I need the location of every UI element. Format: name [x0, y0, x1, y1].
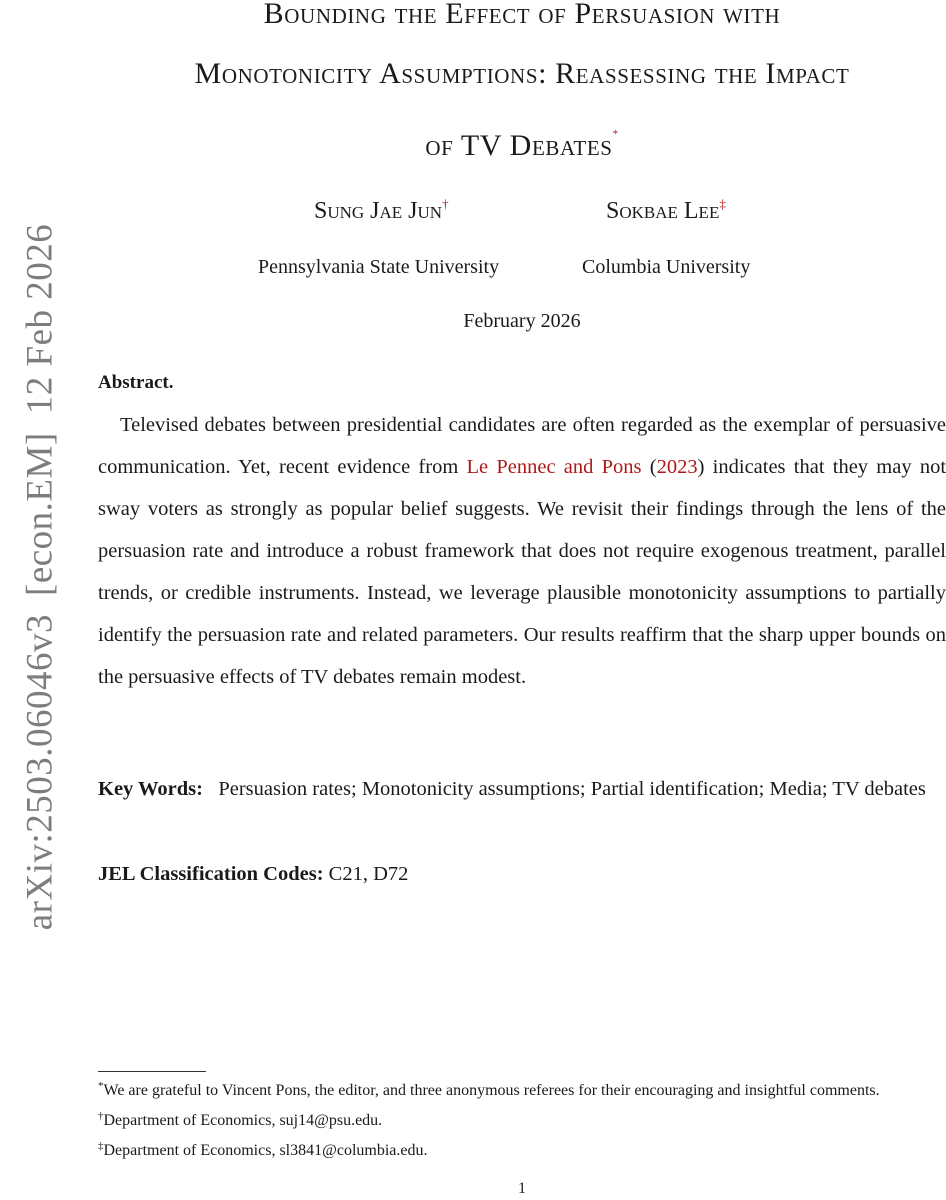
author-2	[606, 196, 726, 225]
abstract-text	[98, 404, 946, 698]
author-1-mark[interactable]: †	[442, 196, 449, 211]
abstract-part-2: indicates that they may not sway voters as strongly as popular belief suggests. We revisit their findings through the lens of the persuasion rate and introduce a robust framework that does not require exogenous treatment, parallel trends, or credible instruments. Instead, we leverage plausible monotonicity assumptions to partially identify the persuasion rate and related parameters. Our results reaffirm that the sharp upper bounds on the persuasive effects of TV debates remain modest.	[98, 456, 946, 688]
title-line-2: Monotonicity Assumptions: Reassessing the Impact	[194, 57, 850, 90]
citation-year-link[interactable]: 2023	[656, 456, 698, 478]
citation-close-paren: )	[697, 456, 705, 478]
author-1	[314, 196, 449, 225]
jel-text: C21, D72	[328, 863, 409, 885]
jel-label: JEL Classification Codes:	[98, 863, 324, 885]
footnote-3-text: Department of Economics, sl3841@columbia.edu.	[103, 1142, 428, 1159]
title-footnote-mark[interactable]: *	[612, 128, 619, 140]
arxiv-id[interactable]: arXiv:2503.06046v3	[19, 613, 61, 931]
keywords-label: Key Words:	[98, 778, 203, 800]
footnote-2	[98, 1106, 946, 1131]
author-1-affiliation: Pennsylvania State University	[258, 256, 500, 278]
author-2-mark[interactable]: ‡	[719, 196, 726, 211]
jel-codes	[98, 853, 946, 895]
paper-title	[98, 0, 946, 176]
page-number: 1	[518, 1180, 526, 1197]
abstract-part-1: Televised debates between presidential candidates are often regarded as the exemplar of persuasive communication. Yet, recent evidence from	[98, 414, 946, 478]
arxiv-category: [econ.EM]	[19, 432, 61, 596]
title-line-1: Bounding the Effect of Persuasion with	[263, 0, 781, 30]
footnote-2-text: Department of Economics, suj14@psu.edu.	[103, 1112, 383, 1129]
footnote-rule	[98, 1071, 206, 1072]
footnote-1-text: We are grateful to Vincent Pons, the editor, and three anonymous referees for their encouraging and insightful comments.	[103, 1082, 880, 1099]
keywords	[98, 768, 946, 810]
footnotes	[98, 1076, 946, 1166]
title-line-3-text: of TV Debates	[425, 129, 613, 162]
footnote-1-mark: *	[98, 1080, 104, 1092]
arxiv-date: 12 Feb 2026	[19, 223, 61, 415]
keywords-text: Persuasion rates; Monotonicity assumptions; Partial identification; Media; TV debates	[218, 778, 926, 800]
footnote-2-mark: †	[98, 1110, 104, 1122]
footnote-1	[98, 1076, 946, 1101]
author-2-affiliation: Columbia University	[582, 256, 751, 278]
author-2-name: Sokbae Lee	[606, 198, 720, 224]
abstract-heading: Abstract.	[98, 372, 174, 393]
footnote-3	[98, 1136, 946, 1161]
title-line-3	[98, 104, 946, 176]
citation-open-paren: (	[641, 456, 657, 478]
author-1-name: Sung Jae Jun	[314, 198, 443, 224]
arxiv-side-stamp	[19, 224, 62, 931]
footnote-3-mark: ‡	[98, 1140, 104, 1152]
citation-authors-link[interactable]: Le Pennec and Pons	[466, 456, 642, 478]
paper-date: February 2026	[463, 310, 581, 332]
